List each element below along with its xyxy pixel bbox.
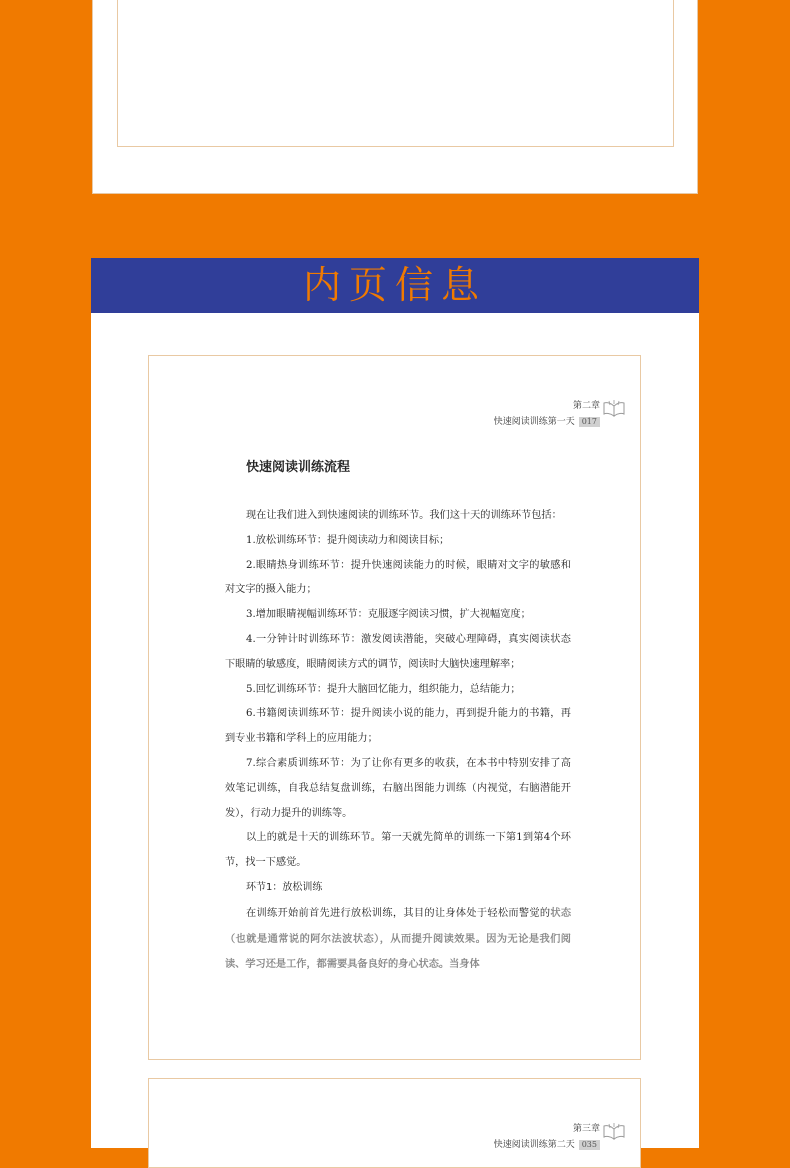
running-header bbox=[494, 1121, 600, 1153]
section-banner: 内页信息 bbox=[91, 258, 699, 313]
paragraph: 7.综合素质训练环节：为了让你有更多的收获，在本书中特别安排了高效笔记训练，自我总结复盘训练，右脑出图能力训练（内视觉，右脑潜能开发），行动力提升的训练等。 bbox=[225, 757, 571, 819]
paragraph: 3.增加眼睛视幅训练环节：克服逐字阅读习惯，扩大视幅宽度； bbox=[246, 609, 531, 621]
paragraph: 4.一分钟计时训练环节：激发阅读潜能，突破心理障碍，真实阅读状态下眼睛的敏感度，眼睛阅读方式的调节，阅读时大脑快速理解率； bbox=[225, 633, 571, 670]
chapter-label: 第三章 bbox=[572, 1124, 600, 1134]
previous-page-frame bbox=[117, 0, 674, 147]
chapter-subtitle: 快速阅读训练第一天 bbox=[493, 417, 575, 427]
book-page-sample-2 bbox=[148, 1078, 641, 1168]
page-number: 035 bbox=[579, 1140, 600, 1150]
paragraph: 以上的就是十天的训练环节。第一天就先简单的训练一下第1到第4个环节，找一下感觉。 bbox=[225, 832, 571, 869]
open-book-icon bbox=[603, 400, 625, 418]
page-heading: 快速阅读训练流程 bbox=[246, 460, 351, 475]
chapter-subtitle: 快速阅读训练第二天 bbox=[493, 1140, 575, 1150]
paragraph: 现在让我们进入到快速阅读的训练环节。我们这十天的训练环节包括： bbox=[246, 510, 562, 521]
running-header bbox=[494, 398, 600, 430]
page-number: 017 bbox=[579, 417, 600, 427]
chapter-label: 第二章 bbox=[572, 401, 600, 411]
book-page-sample-1 bbox=[148, 355, 641, 1060]
paragraph: 5.回忆训练环节：提升大脑回忆能力，组织能力，总结能力； bbox=[246, 683, 521, 695]
paragraph-last-faded: 状态（也就是通常说的阿尔法波状态），从而提升阅读效果。因为无论是我们阅读、学习还是工作，都需要具备良好的身心状态。当身体 bbox=[225, 906, 572, 971]
page-body bbox=[225, 454, 571, 978]
inner-pages-section bbox=[91, 258, 699, 1148]
paragraph: 2.眼睛热身训练环节：提升快速阅读能力的时候，眼睛对文字的敏感和对文字的摄入能力； bbox=[225, 559, 571, 596]
paragraph: 6.书籍阅读训练环节：提升阅读小说的能力，再到提升能力的书籍，再到专业书籍和学科上的应用能力； bbox=[225, 708, 571, 745]
subheading: 环节1：放松训练 bbox=[246, 881, 323, 893]
previous-page-panel bbox=[92, 0, 698, 194]
paragraph-last-start: 在训练开始前首先进行放松训练，其目的让身体处于轻松而警觉的 bbox=[246, 907, 551, 919]
paragraph-last bbox=[225, 901, 571, 978]
open-book-icon bbox=[603, 1123, 625, 1141]
paragraph: 1.放松训练环节：提升阅读动力和阅读目标； bbox=[246, 534, 450, 546]
